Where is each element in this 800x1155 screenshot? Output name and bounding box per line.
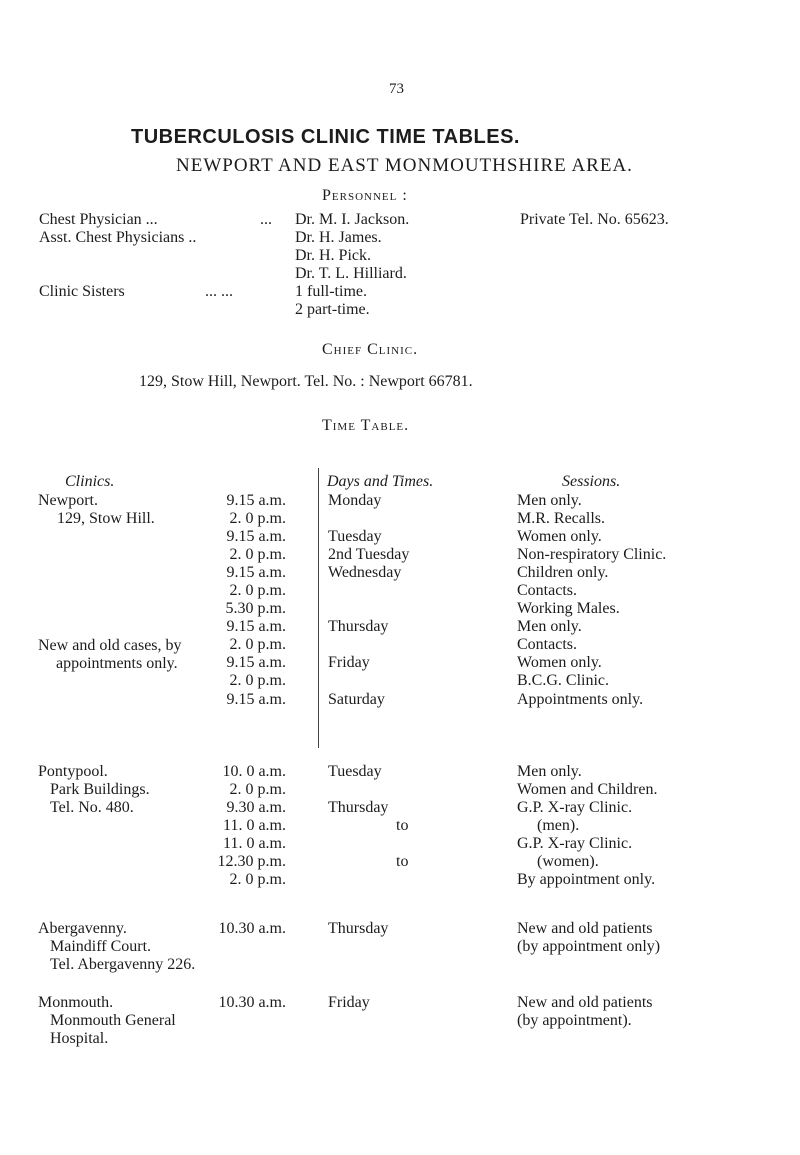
newport-time: 2. 0 p.m.	[229, 510, 286, 527]
personnel-role-asst-chest-physicians: Asst. Chest Physicians ..	[39, 229, 197, 246]
personnel-name: Dr. H. James.	[295, 229, 382, 246]
clinic-name-monmouth: Monmouth.	[38, 994, 114, 1011]
page-subtitle: NEWPORT AND EAST MONMOUTHSHIRE AREA.	[176, 155, 633, 176]
newport-time: 9.15 a.m.	[226, 492, 286, 509]
personnel-name: Dr. T. L. Hilliard.	[295, 265, 407, 282]
pontypool-session: (men).	[537, 817, 580, 834]
col-header-clinics: Clinics.	[65, 473, 115, 490]
newport-session: B.C.G. Clinic.	[517, 672, 610, 689]
newport-session: Children only.	[517, 564, 609, 581]
col-header-sessions: Sessions.	[562, 473, 621, 490]
newport-time: 9.15 a.m.	[226, 654, 286, 671]
pontypool-session: Women and Children.	[517, 781, 658, 798]
clinic-name-abergavenny: Abergavenny.	[38, 920, 127, 937]
newport-time: 2. 0 p.m.	[229, 546, 286, 563]
personnel-dots: ... ...	[205, 283, 233, 300]
pontypool-time: 9.30 a.m.	[226, 799, 286, 816]
personnel-heading: Personnel :	[322, 187, 408, 204]
monmouth-session: New and old patients	[517, 994, 653, 1011]
monmouth-time: 10.30 a.m.	[218, 994, 286, 1011]
time-table-heading: Time Table.	[322, 417, 410, 434]
newport-session: Appointments only.	[517, 691, 644, 708]
personnel-role-clinic-sisters: Clinic Sisters	[39, 283, 125, 300]
abergavenny-session: New and old patients	[517, 920, 653, 937]
newport-day: 2nd Tuesday	[328, 546, 410, 563]
page-title: TUBERCULOSIS CLINIC TIME TABLES.	[131, 126, 520, 148]
newport-session: Working Males.	[517, 600, 620, 617]
newport-note: New and old cases, by	[38, 637, 182, 654]
pontypool-session: (women).	[537, 853, 599, 870]
pontypool-time: 12.30 p.m.	[217, 853, 286, 870]
newport-day: Friday	[328, 654, 370, 671]
personnel-name: 1 full-time.	[295, 283, 367, 300]
pontypool-to: to	[396, 817, 409, 834]
pontypool-time: 2. 0 p.m.	[229, 871, 286, 888]
newport-time: 5.30 p.m.	[225, 600, 286, 617]
chief-clinic-heading: Chief Clinic.	[322, 341, 419, 358]
clinic-address-abergavenny: Maindiff Court.	[50, 938, 152, 955]
newport-day: Saturday	[328, 691, 385, 708]
pontypool-time: 10. 0 a.m.	[222, 763, 286, 780]
newport-session: Contacts.	[517, 636, 577, 653]
abergavenny-day: Thursday	[328, 920, 389, 937]
pontypool-session: G.P. X-ray Clinic.	[517, 835, 633, 852]
clinic-tel-pontypool: Tel. No. 480.	[50, 799, 134, 816]
newport-session: Contacts.	[517, 582, 577, 599]
personnel-dots: ...	[260, 211, 272, 228]
personnel-name: 2 part-time.	[295, 301, 370, 318]
newport-time: 2. 0 p.m.	[229, 582, 286, 599]
pontypool-to: to	[396, 853, 409, 870]
private-tel: Private Tel. No. 65623.	[520, 211, 669, 228]
newport-time: 2. 0 p.m.	[229, 672, 286, 689]
newport-session: Men only.	[517, 492, 582, 509]
newport-day: Thursday	[328, 618, 389, 635]
newport-time: 9.15 a.m.	[226, 528, 286, 545]
clinic-tel-abergavenny: Tel. Abergavenny 226.	[50, 956, 196, 973]
newport-session: Non-respiratory Clinic.	[517, 546, 667, 563]
pontypool-time: 11. 0 a.m.	[223, 817, 286, 834]
monmouth-day: Friday	[328, 994, 370, 1011]
chief-clinic-address: 129, Stow Hill, Newport. Tel. No. : Newport 66781.	[139, 373, 473, 390]
newport-note: appointments only.	[56, 655, 178, 672]
personnel-name: Dr. M. I. Jackson.	[295, 211, 410, 228]
pontypool-day: Tuesday	[328, 763, 382, 780]
monmouth-session: (by appointment).	[517, 1012, 632, 1029]
newport-time: 9.15 a.m.	[226, 564, 286, 581]
page-number: 73	[389, 81, 404, 97]
newport-session: Women only.	[517, 528, 602, 545]
newport-session: Men only.	[517, 618, 582, 635]
pontypool-time: 2. 0 p.m.	[229, 781, 286, 798]
pontypool-session: Men only.	[517, 763, 582, 780]
clinic-name-pontypool: Pontypool.	[38, 763, 108, 780]
pontypool-time: 11. 0 a.m.	[223, 835, 286, 852]
personnel-name: Dr. H. Pick.	[295, 247, 371, 264]
personnel-role-chest-physician: Chest Physician ...	[39, 211, 158, 228]
newport-time: 2. 0 p.m.	[229, 636, 286, 653]
newport-time: 9.15 a.m.	[226, 618, 286, 635]
clinic-address-monmouth: Monmouth General	[50, 1012, 176, 1029]
pontypool-day: Thursday	[328, 799, 389, 816]
abergavenny-session: (by appointment only)	[517, 938, 661, 955]
newport-day: Wednesday	[328, 564, 402, 581]
clinic-address-monmouth: Hospital.	[50, 1030, 109, 1047]
abergavenny-time: 10.30 a.m.	[218, 920, 286, 937]
clinic-name-newport: Newport.	[38, 492, 98, 509]
newport-day: Tuesday	[328, 528, 382, 545]
pontypool-session: G.P. X-ray Clinic.	[517, 799, 633, 816]
newport-session: M.R. Recalls.	[517, 510, 605, 527]
newport-session: Women only.	[517, 654, 602, 671]
newport-time: 9.15 a.m.	[226, 691, 286, 708]
clinic-address-newport: 129, Stow Hill.	[57, 510, 155, 527]
col-header-days-times: Days and Times.	[327, 473, 434, 490]
newport-day: Monday	[328, 492, 382, 509]
column-divider	[318, 468, 319, 748]
clinic-address-pontypool: Park Buildings.	[50, 781, 150, 798]
pontypool-session: By appointment only.	[517, 871, 656, 888]
